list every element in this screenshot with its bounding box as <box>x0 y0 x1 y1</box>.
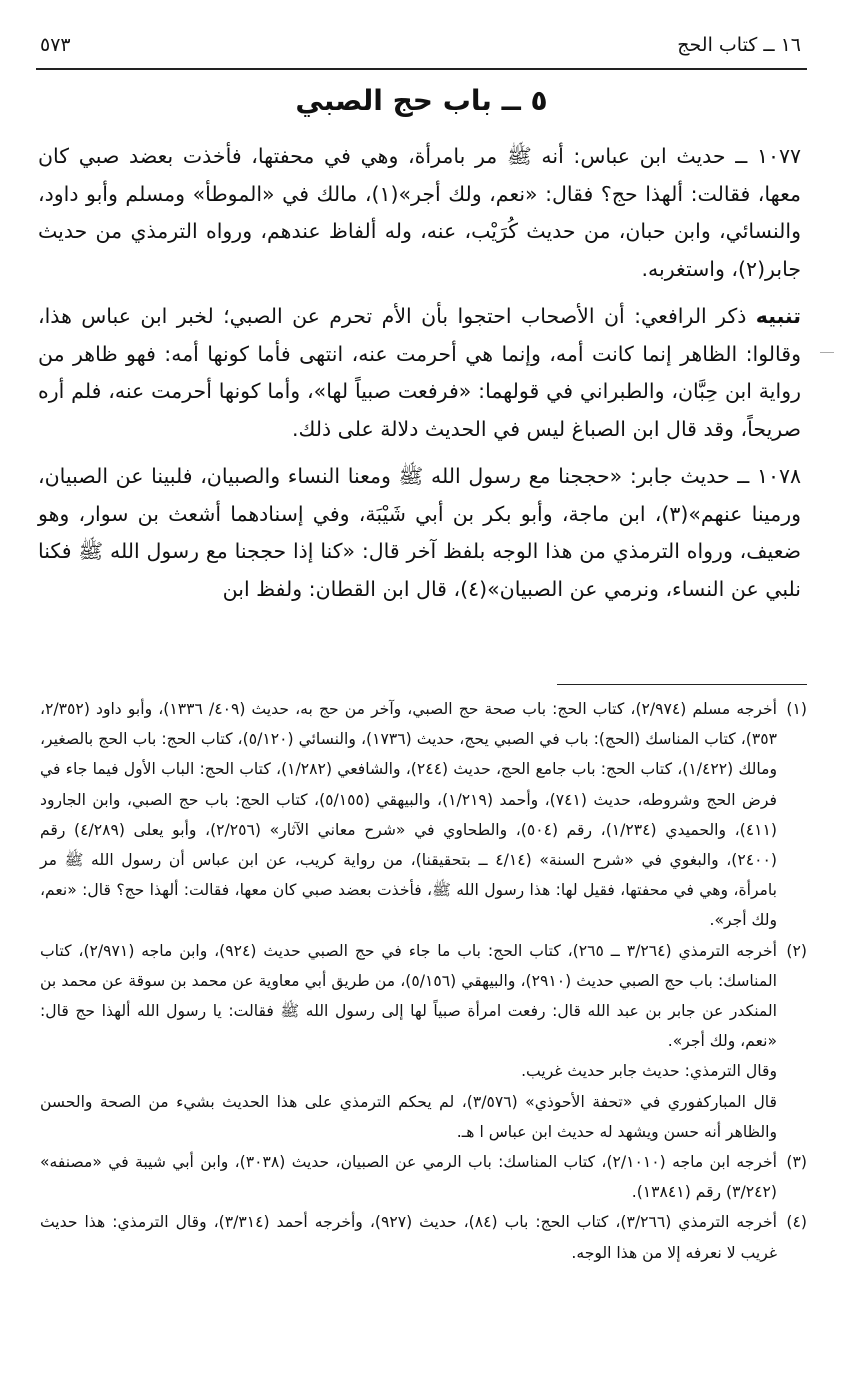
footnotes <box>40 694 807 1268</box>
tanbih-label: تنبيه <box>755 304 801 328</box>
footnote-1 <box>40 694 807 936</box>
footnote-number: (١) <box>786 700 807 718</box>
footnote-2-comment: قال المباركفوري في «تحفة الأحوذي» (٣/٥٧٦)، لم يحكم الترمذي على هذا الحديث بشيء من الصحة والحسن والظاهر أنه حسن ويشهد له حديث ابن عباس ا هـ. <box>40 1092 777 1141</box>
footnote-text: أخرجه مسلم (٢/٩٧٤)، كتاب الحج: باب صحة حج الصبي، وآخر من حج به، حديث (٤٠٩/ ١٣٣٦)، وأبو داود (٢/٣٥٢، ٣٥٣)، كتاب المناسك (الحج): باب في الصبي يحج، حديث (١٧٣٦)، والنسائي (٥/١٢٠)، كتاب الحج: باب الحج بالصغير، ومالك (١/٤٢٢)، كتاب الحج: باب جامع الحج، حديث (٢٤٤)، والشافعي (١/٢٨٢)، كتاب الحج: الباب الأول فيما جاء في فرض الحج وشروطه، حديث (٧٤١)، وأحمد (١/٢١٩)، والبيهقي (٥/١٥٥)، كتاب الحج: باب حج الصبي، وابن الجارود (٤١١)، والحميدي (١/٢٣٤)، رقم (٥٠٤)، والطحاوي في «شرح معاني الآثار» (٢/٢٥٦)، وأبو يعلى (٤/٢٨٩) رقم (٢٤٠٠)، والبغوي في «شرح السنة» (٤/١٤ ــ بتحقيقنا)، من رواية كريب، عن ابن عباس أن رسول الله ﷺ مر بامرأة، وهي في محفتها، فقيل لها: هذا رسول الله ﷺ، فأخذت بعضد صبي كان معها، فقالت: ألهذا حج؟ قال: «نعم، ولك أجر». <box>40 700 778 930</box>
footnote-number: (٢) <box>786 941 807 960</box>
running-title: ١٦ ــ كتاب الحج <box>677 34 801 56</box>
margin-mark <box>820 352 834 353</box>
tanbih-text: ذكر الرافعي: أن الأصحاب احتجوا بأن الأم تحرم عن الصبي؛ لخبر ابن عباس هذا، وقالوا: الظاهر إنما كانت أمه، وإنما هي أحرمت عنه، انتهى فأما كونها أمه: فهو ظاهر من رواية ابن حِبَّان، والطبراني في قولهما: «فرفعت صبياً لها»، وأما كونها أحرمت عنه، فلم أره صريحاً، وقد قال ابن الصباغ ليس في الحديث دلالة على ذلك. <box>38 304 801 441</box>
footnote-text: أخرجه ابن ماجه (٢/١٠١٠)، كتاب المناسك: باب الرمي عن الصبيان، حديث (٣٠٣٨)، وابن أبي شيبة في «مصنفه» (٣/٢٤٢) رقم (١٣٨٤١). <box>40 1153 778 1202</box>
hadith-1078: ١٠٧٨ ــ حديث جابر: «حججنا مع رسول الله ﷺ ومعنا النساء والصبيان، فلبينا عن الصبيان، ورمينا عنهم»(٣)، ابن ماجة، وأبو بكر بن أبي شَيْبَة، وفي إسنادهما أشعث بن سوار، وهو ضعيف، ورواه الترمذي من هذا الوجه بلفظ آخر قال: «كنا إذا حججنا مع رسول الله ﷺ فكنا نلبي عن النساء، ونرمي عن الصبيان»(٤)، قال ابن القطان: ولفظ ابن <box>38 464 801 601</box>
footnote-text: أخرجه الترمذي (٣/٢٦٤ ــ ٢٦٥)، كتاب الحج: باب ما جاء في حج الصبي حديث (٩٢٤)، وابن ماجه (٢/٩٧١)، كتاب المناسك: باب حج الصبي حديث (٢٩١٠)، والبيهقي (٥/١٥٦)، من طريق أبي معاوية عن محمد بن سوقة عن محمد بن المنكدر عن جابر بن عبد الله قال: رفعت امرأة صبياً لها إلى رسول الله ﷺ فقالت: يا رسول الله ألهذا حج قال: «نعم، ولك أجر». <box>40 941 778 1051</box>
page-header <box>36 30 807 64</box>
footnote-text: أخرجه الترمذي (٣/٢٦٦)، كتاب الحج: باب (٨٤)، حديث (٩٢٧)، وأخرجه أحمد (٣/٣١٤)، وقال الترمذي: هذا حديث غريب لا نعرفه إلا من هذا الوجه. <box>40 1213 777 1262</box>
page-number: ٥٧٣ <box>40 34 71 56</box>
footnote-2 <box>40 936 807 1057</box>
footnote-rule <box>557 684 807 685</box>
footnote-number: (٤) <box>786 1213 807 1232</box>
header-rule <box>36 68 807 70</box>
hadith-1077: ١٠٧٧ ــ حديث ابن عباس: أنه ﷺ مر بامرأة، وهي في محفتها، فأخذت بعضد صبي كان معها، فقالت: ألهذا حج؟ فقال: «نعم، ولك أجر»(١)، مالك في «الموطأ» ومسلم وأبو داود، والنسائي، وابن حبان، من حديث كُرَيْب، عنه، وله ألفاظ عندهم، ورواه الترمذي من حديث جابر(٢)، واستغربه. <box>38 144 801 281</box>
tanbih-paragraph <box>38 298 801 448</box>
main-text <box>38 138 801 618</box>
chapter-title: ٥ ــ باب حج الصبي <box>295 84 548 117</box>
footnote-number: (٣) <box>786 1153 807 1172</box>
footnote-4 <box>40 1207 807 1267</box>
footnote-3 <box>40 1147 807 1207</box>
footnote-2-note: وقال الترمذي: حديث جابر حديث غريب. <box>521 1062 777 1081</box>
